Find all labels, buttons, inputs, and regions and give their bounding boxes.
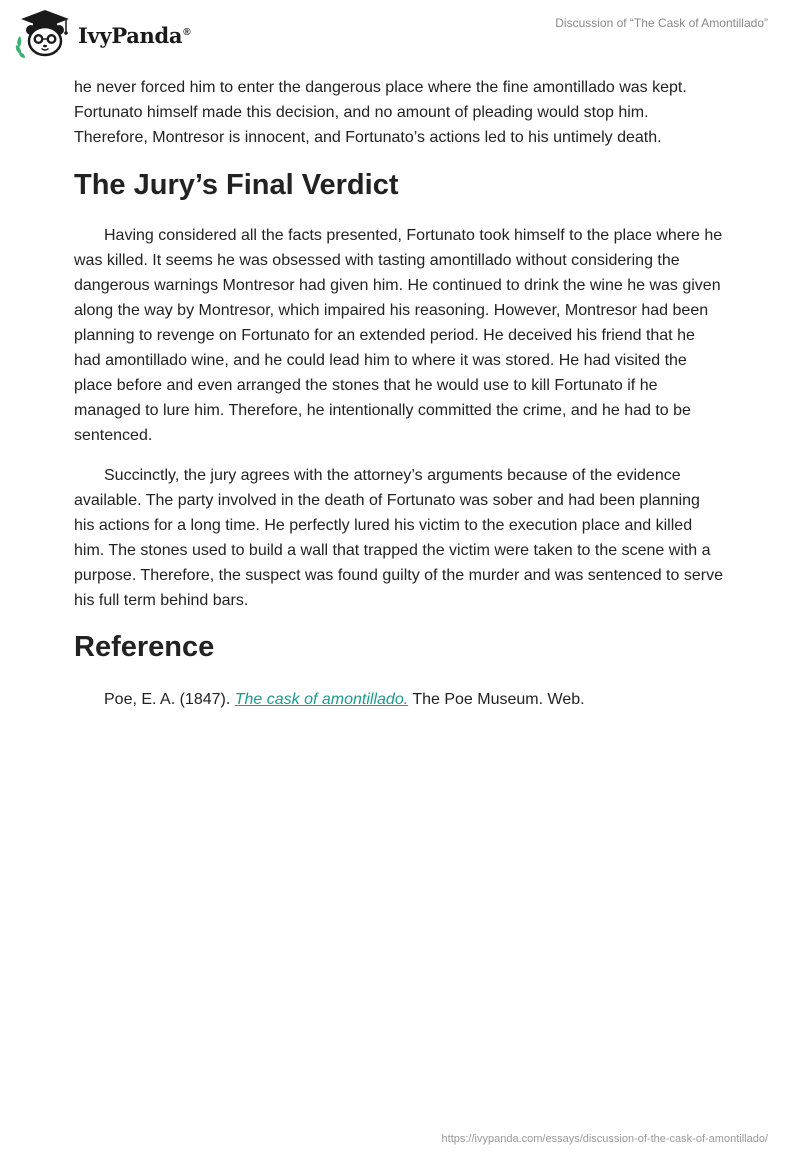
panda-graduate-icon — [14, 8, 76, 60]
reference-entry — [74, 687, 724, 712]
reference-author-year: Poe, E. A. (1847). — [104, 691, 235, 708]
footer-url: https://ivypanda.com/essays/discussion-of-the-cask-of-amontillado/ — [441, 1133, 768, 1145]
logo-brand-name: IvyPanda — [78, 22, 183, 48]
essay-content — [74, 75, 724, 712]
reference-publisher: The Poe Museum. Web. — [408, 691, 585, 708]
heading-final-verdict: The Jury’s Final Verdict — [74, 169, 399, 201]
logo-wordmark — [78, 23, 190, 48]
ivypanda-logo[interactable] — [14, 8, 190, 60]
heading-reference: Reference — [74, 631, 215, 663]
paragraph-intro: he never forced him to enter the dangerous place where the fine amontillado was kept. Fortunato himself made this decision, and no amount of pleading would stop him. Therefore, Montresor is innocent, and Fortunato’s actions led to his untimely death. — [74, 79, 687, 146]
reference-title-link[interactable]: The cask of amontillado. — [234, 691, 409, 708]
paragraph-verdict-2: Succinctly, the jury agrees with the attorney’s arguments because of the evidence available. The party involved in the death of Fortunato was sober and had been planning his actions for a long time. He perfectly lured his victim to the execution place and killed him. The stones used to build a wall that trapped the victim were taken to the scene with a purpose. Therefore, the suspect was found guilty of the murder and was sentenced to serve his full term behind bars. — [74, 467, 723, 609]
paragraph-verdict-1: Having considered all the facts presented, Fortunato took himself to the place where he was killed. It seems he was obsessed with tasting amontillado without considering the dangerous warnings Montresor had given him. He continued to drink the wine he was given along the way by Montresor, which impaired his reasoning. However, Montresor had been planning to revenge on Fortunato for an extended period. He deceived his friend that he had amontillado wine, and he could lead him to where it was stored. He had visited the place before and even arranged the stones that he would use to kill Fortunato if he managed to lure him. Therefore, he intentionally committed the crime, and he had to be sentenced. — [74, 227, 723, 444]
document-title: Discussion of “The Cask of Amontillado” — [555, 16, 768, 30]
registered-mark: ® — [183, 26, 191, 38]
page-header — [0, 0, 800, 70]
